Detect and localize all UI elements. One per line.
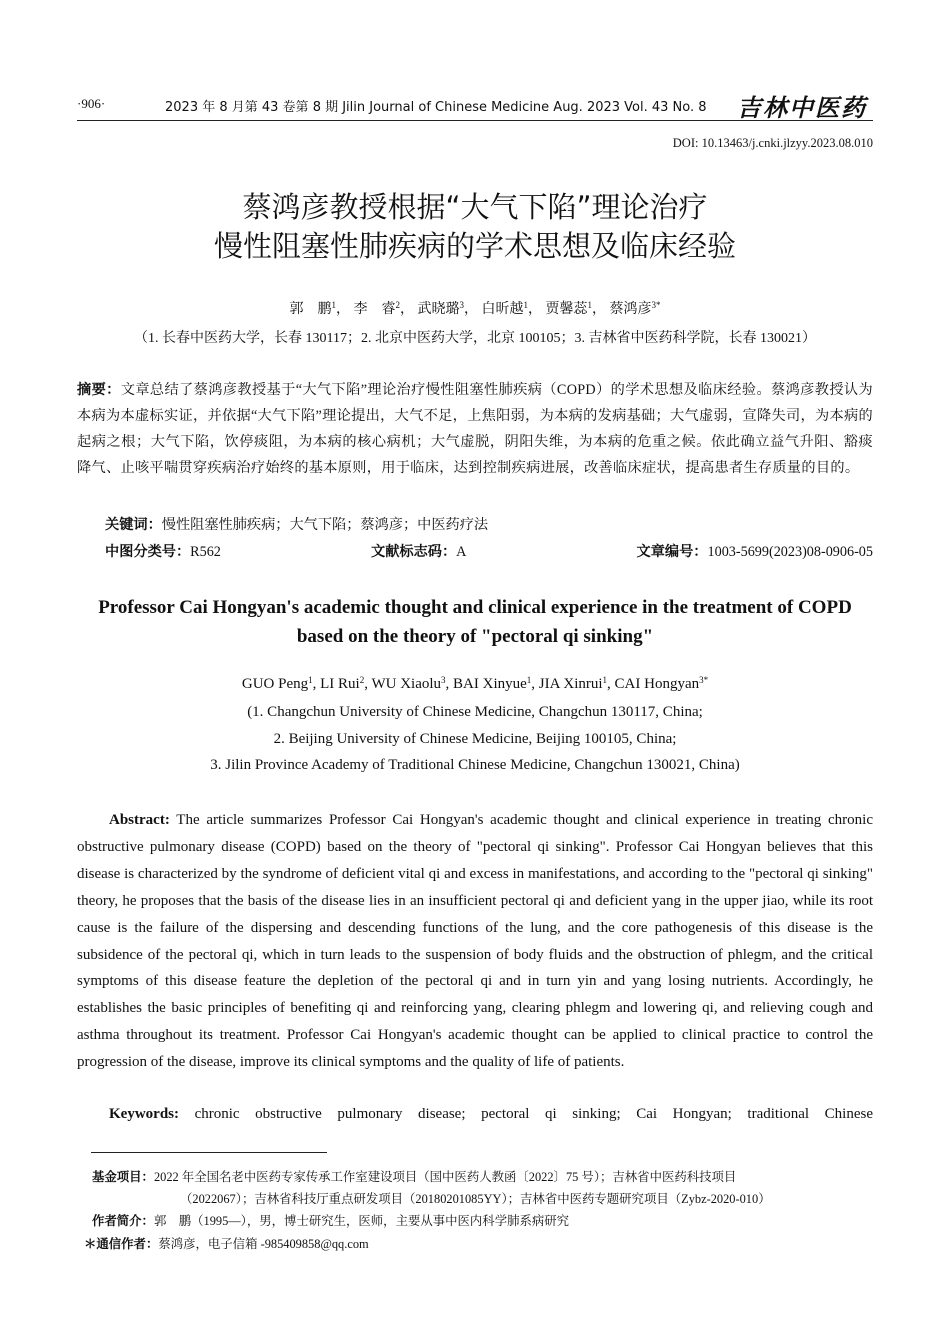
affiliations-cn: （1. 长春中医药大学，长春 130117；2. 北京中医药大学，北京 100105；3. 吉林省中医药科学院，长春 130021） [134, 331, 816, 346]
abstract-cn-text: 文章总结了蔡鸿彦教授基于“大气下陷”理论治疗慢性阻塞性肺疾病（COPD）的学术思想及临床经验。蔡鸿彦教授认为本病为本虚标实证，并依据“大气下陷”理论提出，大气不足，上焦阳弱，为本病的发病基础；大气虚弱，宣降失司，为本病的起病之根；大气下陷，饮停痰阻，为本病的核心病机；大气虚脱，阴阳失维，为本病的危重之候。依此确立益气升阳、豁痰降气、止咳平喘贯穿疾病治疗始终的基本原则，用于临床，达到控制疾病进展，改善临床症状，提高患者生存质量的目的。 [77, 382, 873, 476]
author-sup: 2 [359, 675, 365, 685]
keywords-cn [77, 514, 873, 534]
header-divider [77, 120, 873, 121]
author-sup: 3* [651, 300, 661, 310]
author-cn: 白昕越 [481, 302, 524, 317]
authors-en: GUO Peng$^1$, LI Rui$^2$, WU Xiaolu$^3$, BAI Xinyue$^1$, JIA Xinrui$^1$, CAI Hongyan$^{3*}$ [241, 675, 709, 692]
affiliation-en-1: (1. Changchun University of Chinese Medicine, Changchun 130117, China; [247, 704, 703, 720]
corresponding-text: 蔡鸿彦，电子信箱 -985409858@qq.com [158, 1237, 369, 1251]
doc-code-value: A [456, 544, 467, 560]
footnote-author-bio [92, 1210, 873, 1232]
author-cn: 郭 鹏 [289, 302, 332, 317]
abstract-cn [77, 377, 873, 481]
author-sup: 1 [308, 675, 313, 685]
clc-code [105, 541, 221, 561]
author-cn: 李 睿 [353, 302, 396, 317]
title-en-line2: based on the theory of "pectoral qi sinking" [296, 626, 654, 647]
clc-label: 中图分类号： [105, 544, 191, 560]
author-sup: 3 [459, 300, 464, 310]
keywords-en [77, 1101, 873, 1128]
fund-text-line1: 2022 年全国名老中医药专家传承工作室建设项目（国中医药人教函〔2022〕75 号）；吉林省中医药科技项目 [153, 1170, 737, 1184]
journal-line: 2023 年 8 月第 43 卷第 8 期 Jilin Journal of Chinese Medicine Aug. 2023 Vol. 43 No. 8 [165, 100, 707, 115]
abstract-en-text: The article summarizes Professor Cai Hongyan's academic thought and clinical experience in treating chronic obstructive pulmonary disease (COPD) based on the theory of "pectoral qi sinking". Professor Cai Hongyan believes that this disease is characterized by the syndrome of deficient vital qi and excess in manifestations, and according to the "pectoral qi sinking" theory, he proposes that the basis of the disease lies in an insufficient pectoral qi and deficient yang in the upper jiao, while its root cause is the failure of the dispersing and descending functions of the lung, and the core pathogenesis of this disease is the subsidence of the pectoral qi, which in turn leads to the suspension of body fluids and the obstruction of phlegm, and the critical symptoms of this disease feature the depletion of the pectoral qi and in turn yin and yang losing nutrients. Accordingly, he establishes the basic principles of benefiting qi and reinforcing yang, clearing phlegm and lowering qi, and relieving cough and asthma throughout its treatment. Professor Cai Hongyan's academic thought can be applied to clinical practice to control the progression of the disease, improve its clinical symptoms and the quality of life of patients. [77, 812, 873, 1071]
author-sup: 2 [395, 300, 400, 310]
article-number-value: 1003-5699(2023)08-0906-05 [707, 544, 873, 560]
author-cn: 贾馨蕊 [545, 302, 588, 317]
author-en: BAI Xinyue [453, 676, 527, 692]
keywords-en-text: chronic obstructive pulmonary disease; pectoral qi sinking; Cai Hongyan; traditional Chinese [179, 1106, 873, 1122]
author-sup: 1 [602, 675, 608, 685]
author-bio-text: 郭 鹏（1995—），男，博士研究生，医师，主要从事中医内科学肺系病研究 [153, 1214, 570, 1228]
keywords-en-label: Keywords: [109, 1106, 179, 1122]
author-sup: 3 [441, 675, 446, 685]
clc-value: R562 [190, 544, 221, 560]
running-header [77, 92, 873, 120]
journal-logo: 吉林中医药 [737, 93, 867, 122]
page-number: ·906· [77, 96, 106, 111]
title-cn-line2: 慢性阻塞性肺疾病的学术思想及临床经验 [213, 229, 736, 263]
footnote-fund [92, 1166, 873, 1188]
author-cn: 武晓璐 [417, 302, 460, 317]
author-en: JIA Xinrui [538, 676, 603, 692]
authors-cn: 郭 鹏$^1$， 李 睿$^2$， 武晓璐$^3$， 白昕越$^1$， 贾馨蕊$^1$， 蔡鸿彦$^{3*}$ [289, 300, 661, 317]
author-sup: 1 [587, 300, 592, 310]
author-cn: 蔡鸿彦 [609, 302, 652, 317]
author-bio-label: 作者简介： [92, 1213, 154, 1228]
author-en: WU Xiaolu [371, 676, 442, 692]
footnote-corresponding [84, 1233, 865, 1255]
affiliation-en-2: 2. Beijing University of Chinese Medicine, Beijing 100105, China; [273, 731, 677, 747]
doc-code-label: 文献标志码： [371, 544, 457, 560]
title-cn-line1: 蔡鸿彦教授根据“大气下陷”理论治疗 [242, 190, 708, 224]
title-en-line1: Professor Cai Hongyan's academic thought and clinical experience in the treatment of COPD [98, 597, 852, 618]
author-en: CAI Hongyan [614, 676, 700, 692]
author-sup: 1 [526, 675, 532, 685]
abstract-cn-label: 摘要： [77, 382, 121, 398]
affiliation-en-3: 3. Jilin Province Academy of Traditional Chinese Medicine, Changchun 130021, China) [210, 757, 740, 773]
classification-row [105, 541, 873, 563]
abstract-en-label: Abstract: [109, 812, 170, 828]
keywords-cn-label: 关键词： [105, 517, 162, 533]
author-sup: 1 [331, 300, 336, 310]
footnote-divider [91, 1152, 327, 1153]
fund-label: 基金项目： [92, 1169, 154, 1184]
doi: DOI: 10.13463/j.cnki.jlzyy.2023.08.010 [672, 136, 873, 150]
author-en: LI Rui [320, 676, 360, 692]
article-number-label: 文章编号： [636, 544, 708, 560]
keywords-cn-text: 慢性阻塞性肺疾病；大气下陷；蔡鸿彦；中医药疗法 [161, 517, 489, 533]
author-sup: 1 [523, 300, 528, 310]
abstract-en [77, 807, 873, 1076]
author-en: GUO Peng [241, 676, 309, 692]
article-number [637, 541, 873, 561]
corresponding-label: ＊通信作者： [84, 1236, 159, 1251]
author-sup: 3* [699, 675, 709, 685]
footnote-fund-cont: （2022067）；吉林省科技厅重点研发项目（20180201085YY）；吉林省中医药专题研究项目（Zybz-2020-010） [180, 1192, 771, 1206]
document-code [371, 541, 466, 561]
